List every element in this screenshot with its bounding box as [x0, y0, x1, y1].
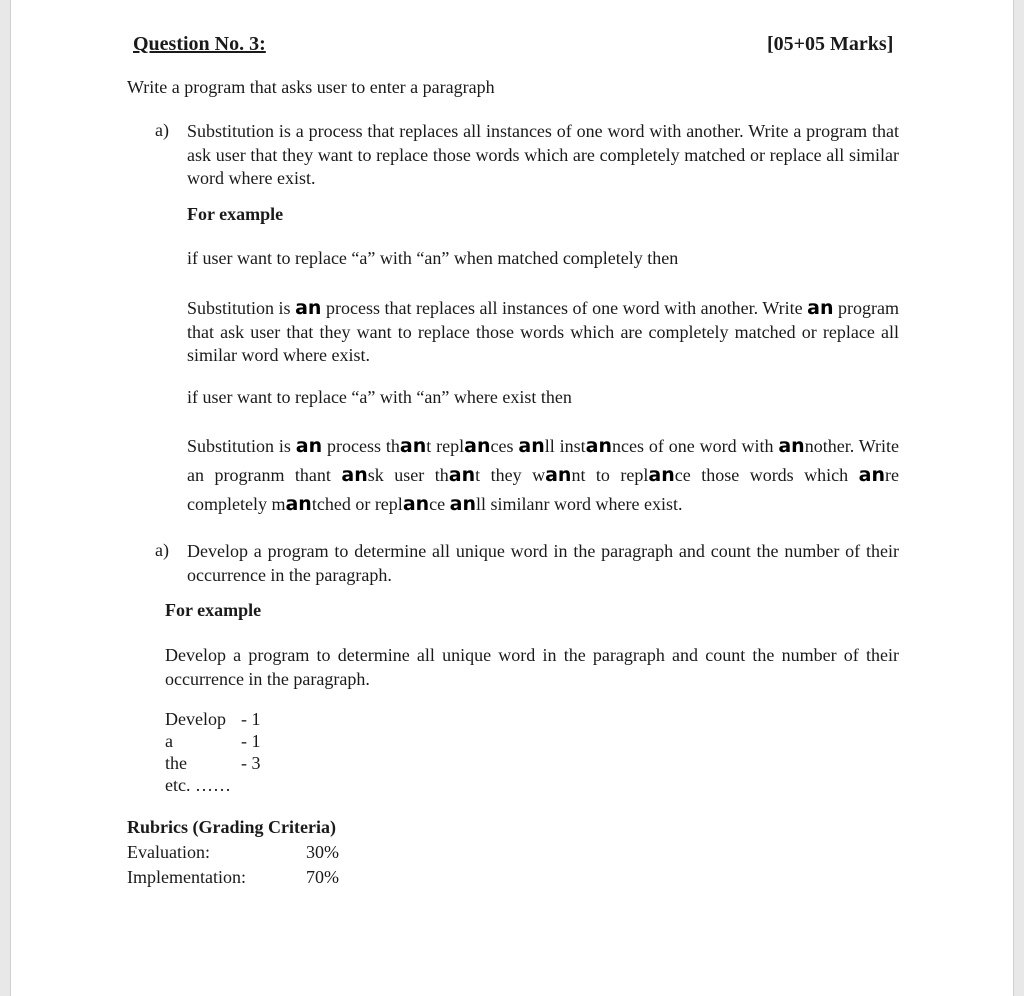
text-run: ces — [490, 436, 519, 456]
part-a-text: Substitution is a process that replaces all instances of one word with another. Write a program that ask user that they want to replace those words which are completely matched or replace all similar word where exist. — [187, 121, 899, 188]
part-a-example-label: For example — [187, 204, 284, 224]
text-run: nces of one word with — [611, 436, 779, 456]
replaced-text: an — [464, 435, 491, 457]
replaced-text: an — [295, 435, 323, 457]
rubric-label: Implementation: — [127, 867, 246, 887]
text-run: t they w — [475, 465, 546, 485]
part-a-marker: a) — [155, 120, 169, 140]
document-page — [10, 0, 1014, 996]
count-word: the — [165, 753, 187, 773]
replaced-text: an — [518, 435, 545, 457]
replaced-text: an — [648, 464, 675, 486]
question-title: Question No. 3: — [133, 33, 266, 55]
replaced-text: an — [295, 297, 322, 319]
count-word: Develop — [165, 709, 226, 729]
part-b-text: Develop a program to determine all unique word in the paragraph and count the number of their occurrence in the paragraph. — [187, 541, 899, 585]
text-run: process th — [322, 436, 400, 456]
rubric-value: 30% — [306, 842, 339, 862]
text-run: sk user th — [367, 465, 449, 485]
replaced-text: an — [448, 464, 476, 486]
text-run: Substitution is — [187, 436, 296, 456]
replaced-text: an — [585, 435, 612, 457]
rubrics-title: Rubrics (Grading Criteria) — [127, 817, 336, 837]
part-b-example-text: Develop a program to determine all unique word in the paragraph and count the number of their occurrence in the paragraph. — [165, 645, 899, 689]
intro-text: Write a program that asks user to enter a paragraph — [127, 77, 495, 97]
replaced-text: an — [449, 493, 477, 515]
text-run: tched or repl — [311, 494, 403, 514]
count-etc: etc. …… — [165, 775, 231, 795]
count-value: - 3 — [241, 753, 261, 773]
text-run: ll inst — [544, 436, 586, 456]
marks-label: [05+05 Marks] — [767, 33, 894, 55]
text-run: Substitution is — [187, 298, 296, 318]
case2-label: if user want to replace “a” with “an” where exist then — [187, 387, 572, 407]
replaced-text: an — [402, 493, 430, 515]
text-run: re completely m — [187, 465, 899, 514]
count-word: a — [165, 731, 173, 751]
replaced-text: an — [399, 435, 427, 457]
text-run: ll similanr word where exist. — [476, 494, 683, 514]
text-run: process that replaces all instances of one word with another. Write — [321, 298, 808, 318]
count-value: - 1 — [241, 731, 261, 751]
replaced-text: an — [807, 297, 834, 319]
case1-result — [187, 297, 899, 368]
replaced-text: an — [858, 464, 886, 486]
text-run: nother. Write an progranm thant — [187, 436, 900, 485]
rubric-value: 70% — [306, 867, 339, 887]
text-run: ce — [429, 494, 450, 514]
replaced-text: an — [545, 464, 572, 486]
replaced-text: an — [285, 493, 312, 515]
case2-result — [187, 432, 899, 519]
replaced-text: an — [341, 464, 368, 486]
text-run: program that ask user that they want to replace those words which are completely matched or replace all similar word where exist. — [187, 298, 899, 365]
text-run: nt to repl — [571, 465, 649, 485]
part-b-marker: a) — [155, 540, 169, 560]
part-b-example-label: For example — [165, 600, 262, 620]
text-run: t repl — [426, 436, 465, 456]
replaced-text: an — [778, 435, 805, 457]
text-run: ce those words which — [674, 465, 859, 485]
case1-label: if user want to replace “a” with “an” when matched completely then — [187, 248, 679, 268]
count-value: - 1 — [241, 709, 261, 729]
rubric-label: Evaluation: — [127, 842, 210, 862]
